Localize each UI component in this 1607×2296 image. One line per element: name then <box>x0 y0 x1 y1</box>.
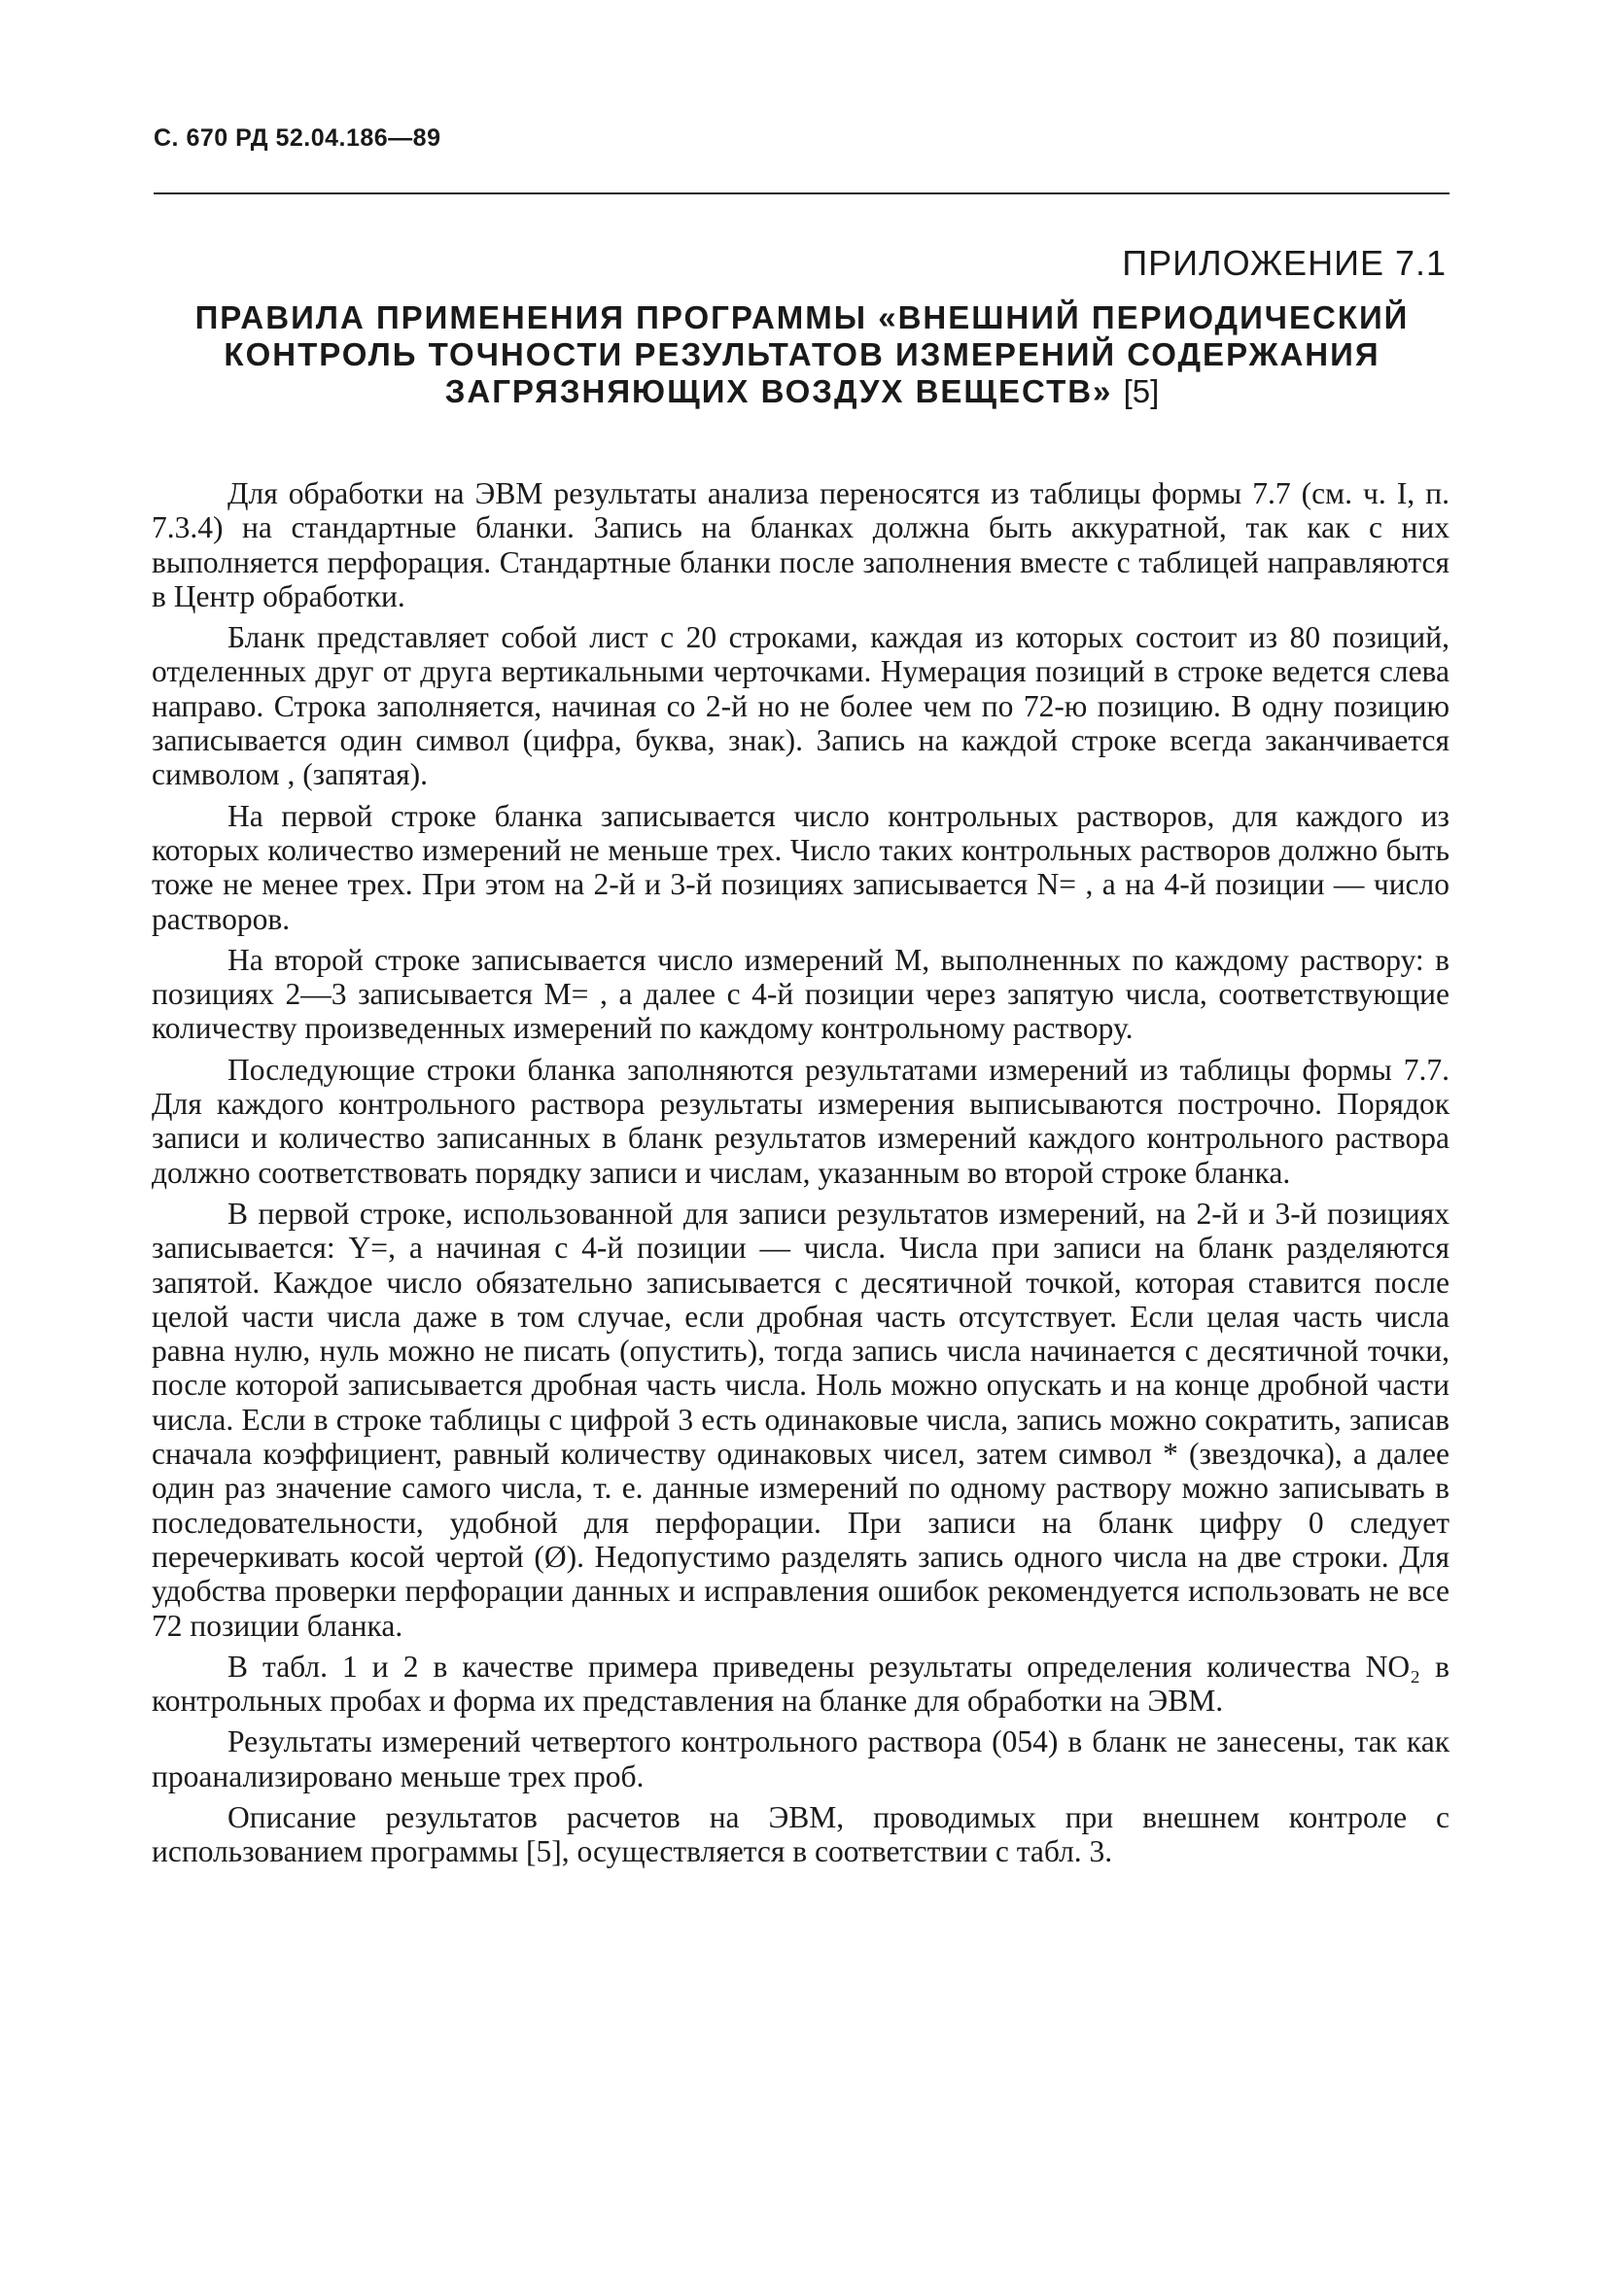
paragraph-2: Бланк представляет собой лист с 20 строками, каждая из которых состоит из 80 позиций, отделенных друг от друга вертикальными черточками. Нумерация позиций в строке ведется слева направо. Строка заполняется, начиная со 2-й но не более чем по 72-ю позицию. В одну позицию записывается один символ (цифра, буква, знак). Запись на каждой строке всегда заканчивается символом , (запятая). <box>152 620 1450 792</box>
paragraph-3: На первой строке бланка записывается число контрольных растворов, для каждого из которых количество измерений не меньше трех. Число таких контрольных растворов должно быть тоже не менее трех. При этом на 2-й и 3-й позициях записывается N= , а на 4-й позиции — число растворов. <box>152 798 1450 936</box>
paragraph-7: В табл. 1 и 2 в качестве примера приведены результаты определения количества NO₂ в контрольных пробах и форма их представления на бланке для обработки на ЭВМ. <box>152 1649 1450 1719</box>
header-divider <box>154 192 1450 194</box>
paragraph-4: На второй строке записывается число измерений M, выполненных по каждому раствору: в позициях 2—3 записывается M= , а далее с 4-й позиции через запятую числа, соответствующие количеству произведенных измерений по каждому контрольному раствору. <box>152 942 1450 1046</box>
paragraph-6: В первой строке, использованной для записи результатов измерений, на 2-й и 3-й позициях записывается: Y=, а начиная с 4-й позиции — числа. Числа при записи на бланк разделяются запятой. Каждое число обязательно записывается с десятичной точкой, которая ставится после целой части числа даже в том случае, если дробная часть отсутствует. Если целая часть числа равна нулю, нуль можно не писать (опустить), тогда запись числа начинается с десятичной точки, после которой записывается дробная часть числа. Ноль можно опускать и на конце дробной части числа. Если в строке таблицы с цифрой 3 есть одинаковые числа, запись можно сократить, записав сначала коэффициент, равный количеству одинаковых чисел, затем символ * (звездочка), а далее один раз значение самого числа, т. е. данные измерений по одному раствору можно записывать в последовательности, удобной для перфорации. При записи на бланк цифру 0 следует перечеркивать косой чертой (Ø). Недопустимо разделять запись одного числа на две строки. Для удобства проверки перфорации данных и исправления ошибок рекомендуется использовать не все 72 позиции бланка. <box>152 1196 1450 1643</box>
paragraph-8: Результаты измерений четвертого контрольного раствора (054) в бланк не занесены, так как проанализировано меньше трех проб. <box>152 1724 1450 1793</box>
paragraph-9: Описание результатов расчетов на ЭВМ, проводимых при внешнем контроле с использованием программы [5], осуществляется в соответствии с табл. 3. <box>152 1799 1450 1869</box>
page-header: С. 670 РД 52.04.186—89 <box>154 124 441 152</box>
paragraph-1: Для обработки на ЭВМ результаты анализа переносятся из таблицы формы 7.7 (см. ч. I, п. 7.3.4) на стандартные бланки. Запись на бланках должна быть аккуратной, так как с них выполняется перфорация. Стандартные бланки после заполнения вместе с таблицей направляются в Центр обработки. <box>152 476 1450 613</box>
title-reference: [5] <box>1123 373 1160 409</box>
body-text <box>152 476 1450 1869</box>
appendix-label: ПРИЛОЖЕНИЕ 7.1 <box>1122 243 1447 283</box>
paragraph-5: Последующие строки бланка заполняются результатами измерений из таблицы формы 7.7. Для каждого контрольного раствора результаты измерения выписываются построчно. Порядок записи и количество записанных в бланк результатов измерений каждого контрольного раствора должно соответствовать порядку записи и числам, указанным во второй строке бланка. <box>152 1052 1450 1190</box>
title-text: ПРАВИЛА ПРИМЕНЕНИЯ ПРОГРАММЫ «ВНЕШНИЙ ПЕРИОДИЧЕСКИЙ КОНТРОЛЬ ТОЧНОСТИ РЕЗУЛЬТАТОВ ИЗМЕРЕНИЙ СОДЕРЖАНИЯ ЗАГРЯЗНЯЮЩИХ ВОЗДУХ ВЕЩЕСТВ» <box>194 299 1410 409</box>
document-title <box>185 299 1419 410</box>
